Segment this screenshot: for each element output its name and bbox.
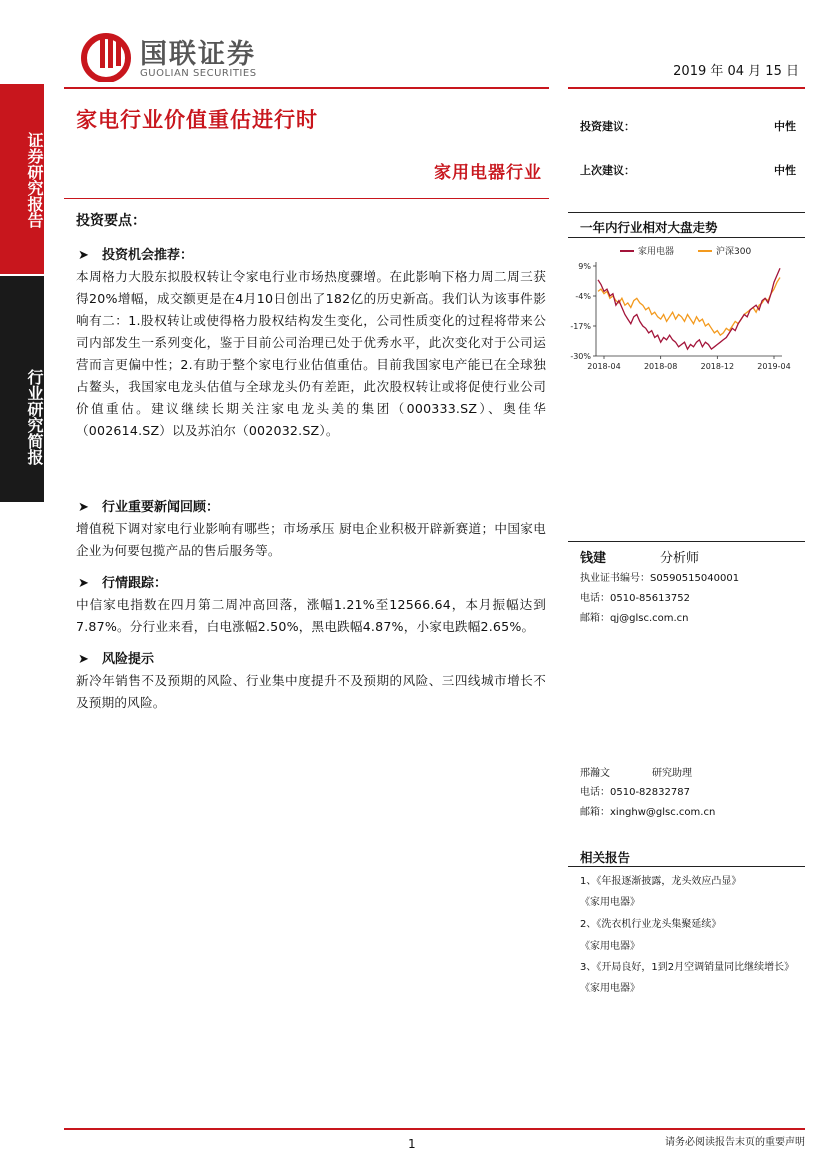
assistant-name: 邢瀚文 [580,768,610,779]
x-tick-label: 2019-04 [757,362,791,371]
arrow-bullet-icon: ➤ [78,500,89,515]
summary-heading: 投资要点： [76,213,146,229]
side-tab-report-type: 证券研究报告 [0,84,44,274]
related-report-title[interactable]: 3、《开局良好，1到2月空调销量同比继续增长》 [580,962,795,973]
report-date: 2019 年 04 月 15 日 [673,64,799,79]
footer-rule [64,1128,805,1130]
analyst-rule [568,541,805,542]
chart-top-rule [568,212,805,213]
arrow-bullet-icon: ➤ [78,652,89,667]
x-tick-label: 2018-08 [643,362,678,371]
industry-name: 家用电器行业 [434,163,542,183]
section-heading: ➤ 行业重要新闻回顾： [78,500,220,515]
section-heading: ➤ 风险提示 [78,652,155,667]
related-reports-heading: 相关报告 [580,850,631,865]
y-tick-label: -17% [570,322,591,331]
y-tick-label: -30% [570,352,591,361]
rating-previous-label: 上次建议： [580,164,635,177]
analyst-license: 执业证书编号：S0590515040001 [580,573,740,584]
analyst-title: 分析师 [660,551,700,566]
assistant-email: 邮箱：xinghw@glsc.com.cn [580,807,716,818]
legend-label: 家用电器 [638,247,675,257]
rating-current-label: 投资建议： [580,120,635,133]
section-body: 新冷年销售不及预期的风险、行业集中度提升不及预期的风险、三四线城市增长不及预期的风险。 [76,673,546,710]
report-title: 家电行业价值重估进行时 [76,108,318,132]
section-body: 本周格力大股东拟股权转让令家电行业市场热度骤增。在此影响下格力周二周三获得20%增幅，成交额更是在4月10日创出了182亿的历史新高。我们认为该事件影响有二：1.股权转让或使得格力股权结构发生变化，公司性质变化的过程将带来公司内部发生一系列变化，鉴于目前公司治理已处于优秀水平，此次变化对于公司运营而言更偏中性；2.有助于整个家电行业估值重估。目前我国家电产能已在全球独占鳌头，我国家电龙头估值与全球龙头仍有差距，此次股权转让或将促使行业公司价值重估。建议继续长期关注家电龙头美的集团（000333.SZ）、奥佳华（002614.SZ）以及苏泊尔（002032.SZ）。 [76,269,546,438]
side-tab-report-category: 行业研究简报 [0,276,44,502]
title-rule [64,198,549,199]
x-tick-label: 2018-04 [587,362,621,371]
section-body: 增值税下调对家电行业影响有哪些；市场承压 厨电企业积极开辟新赛道；中国家电企业为何要包揽产品的售后服务等。 [76,521,546,558]
section-body: 中信家电指数在四月第二周冲高回落，涨幅1.21%至12566.64，本月振幅达到7.87%。分行业来看，白电涨幅2.50%，黑电跌幅4.87%，小家电跌幅2.65%。 [76,597,546,634]
arrow-bullet-icon: ➤ [78,248,89,263]
rating-current-value: 中性 [774,120,796,133]
brand-name-en: GUOLIAN SECURITIES [140,68,257,79]
section-heading: ➤ 行情跟踪： [78,576,168,591]
y-tick-label: -4% [575,292,591,301]
relative-performance-chart [568,240,800,380]
related-report-title[interactable]: 1、《年报逐渐披露，龙头效应凸显》 [580,876,742,887]
chart-title: 一年内行业相对大盘走势 [580,220,718,235]
related-report-title[interactable]: 2、《洗衣机行业龙头集聚延续》 [580,919,722,930]
logo [80,26,305,84]
header-rule [64,87,549,89]
analyst-name: 钱建 [580,551,607,566]
analyst-email: 邮箱：qj@glsc.com.cn [580,613,689,624]
series-line-industry [598,268,780,349]
page-number: 1 [408,1137,416,1151]
header-rule-right [568,87,805,89]
assistant-title: 研究助理 [652,768,692,779]
related-reports-rule [568,866,805,867]
y-tick-label: 9% [578,262,591,271]
related-report-category: 《家用电器》 [580,983,640,994]
logo-mark-icon [80,30,132,82]
x-tick-label: 2018-12 [700,362,735,371]
chart-title-rule [568,237,805,238]
related-report-category: 《家用电器》 [580,941,640,952]
assistant-phone: 电话：0510-82832787 [580,787,690,798]
related-report-category: 《家用电器》 [580,897,640,908]
arrow-bullet-icon: ➤ [78,576,89,591]
rating-previous-value: 中性 [774,164,796,177]
series-line-index [598,278,780,336]
section-heading: ➤ 投资机会推荐： [78,248,194,263]
footer-disclaimer: 请务必阅读报告末页的重要声明 [665,1137,805,1148]
analyst-phone: 电话：0510-85613752 [580,593,690,604]
legend-label: 沪深300 [716,247,752,257]
brand-name-cn: 国联证券 [140,39,256,70]
